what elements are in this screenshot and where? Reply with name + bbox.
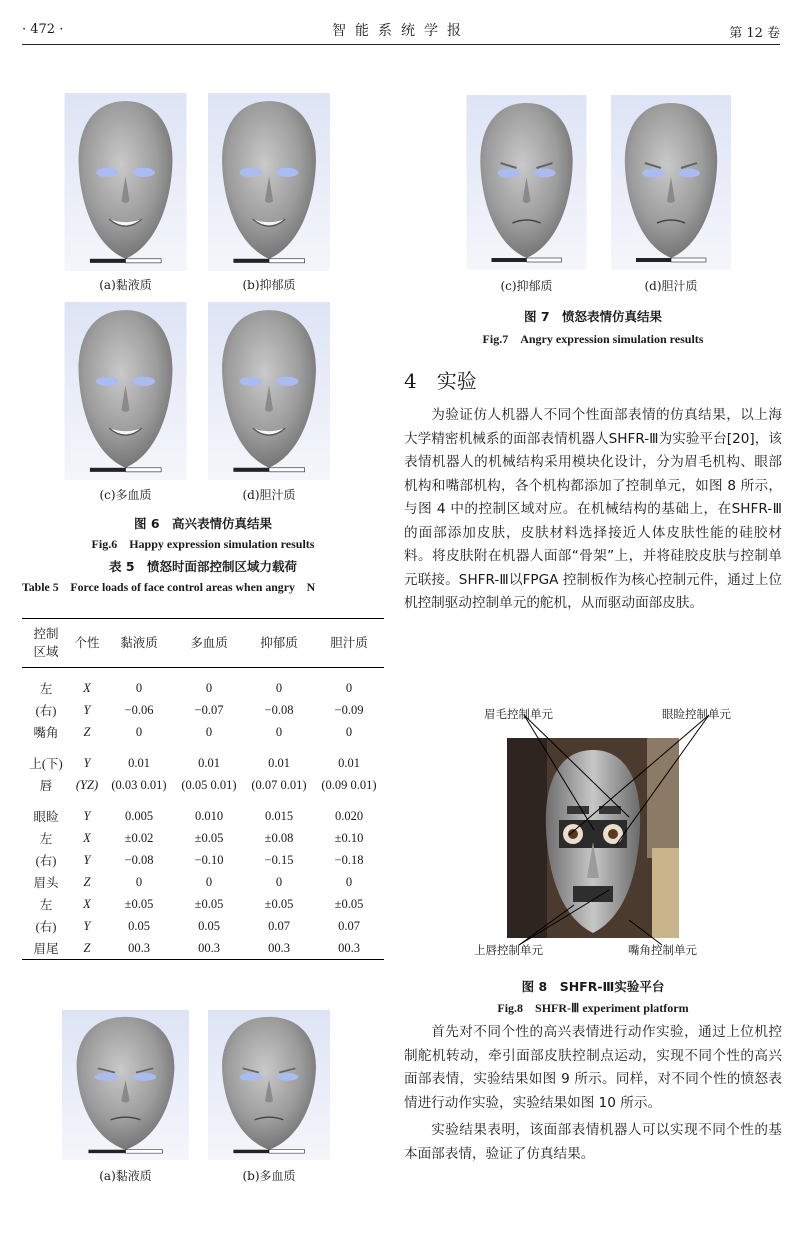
table-row: (右) Y 0.05 0.05 0.07 0.07	[35, 918, 360, 934]
figure-6-caption-en: Fig.6 Happy expression simulation results	[91, 537, 315, 551]
col-header: 胆汁质	[330, 636, 368, 650]
subfigure-label: (b)多血质	[242, 1169, 296, 1183]
table-5-title-en: Table 5 Force loads of face control areas when angry N	[22, 580, 316, 594]
subfigure-label: (c)多血质	[99, 488, 152, 502]
journal-title: 智能系统学报	[332, 23, 470, 39]
face-panel-d	[208, 302, 330, 480]
face-panel-d	[610, 95, 732, 270]
table-row: 左 X 0 0 0 0	[39, 680, 353, 696]
table-row: 眉尾 Z 00.3 00.3 00.3 00.3	[22, 937, 384, 960]
table-header-row	[22, 619, 384, 668]
figure-6-caption-cn: 图 6 高兴表情仿真结果	[133, 516, 273, 531]
table-row: 左 X ±0.02 ±0.05 ±0.08 ±0.10	[39, 830, 364, 846]
table-row: 上(下) Y 0.01 0.01 0.01 0.01	[29, 755, 360, 771]
subfigure-label: (a)黏液质	[99, 278, 152, 292]
table-row: 唇 (YZ) (0.03 0.01) (0.05 0.01) (0.07 0.01) (0.09 0.01)	[39, 777, 377, 793]
paragraph: 首先对不同个性的高兴表情进行动作实验，通过上位机控制舵机转动，牵引面部皮肤控制点运动，实现不同个性的高兴面部表情，实验结果如图 9 所示。同样，对不同个性的愤怒表情进行动作实验，实验结果如图 10 所示。	[404, 1024, 782, 1111]
table-5-title-cn: 表 5 愤怒时面部控制区域力载荷	[108, 559, 298, 574]
subfigure-label: (c)抑郁质	[500, 279, 553, 293]
mouth-corner-unit-label: 嘴角控制单元	[628, 943, 697, 957]
table-row: (右) Y −0.06 −0.07 −0.08 −0.09	[35, 702, 364, 718]
col-header: 多血质	[190, 636, 228, 650]
table-row: (右) Y −0.08 −0.10 −0.15 −0.18	[35, 852, 364, 868]
face-panel-a	[62, 93, 189, 271]
figure-8-caption-en: Fig.8 SHFR-Ⅲ experiment platform	[497, 1001, 689, 1015]
figure-7-caption-cn: 图 7 愤怒表情仿真结果	[523, 309, 663, 324]
subfigure-label: (b)抑郁质	[242, 278, 296, 292]
section-4-body-1	[404, 404, 782, 616]
volume-label: 第 12 卷	[729, 26, 780, 41]
face-panel-c	[466, 95, 587, 270]
table-row: 眼睑 Y 0.005 0.010 0.015 0.020	[33, 808, 364, 824]
col-header-personality: 个性	[74, 636, 100, 650]
figure-8-caption-cn: 图 8 SHFR-Ⅲ实验平台	[521, 979, 665, 994]
col-header: 黏液质	[120, 636, 158, 650]
face-panel-a	[62, 1010, 189, 1160]
page-number: · 472 ·	[22, 22, 64, 37]
paragraph: 为验证仿人机器人不同个性面部表情的仿真结果，以上海大学精密机械系的面部表情机器人SHFR-Ⅲ为实验平台[20]，该表情机器人的机械结构采用模块化设计，分为眉毛机构、眼部机构和嘴部机构，各个机构都添加了控制单元，如图 8 所示，与图 4 中的控制区域对应。在机械结构的基础上，在SHFR-Ⅲ的面部添加皮肤，皮肤材料选择接近人体皮肤性能的硅胶材料。将皮肤附在机器人面部“骨架”上，并将硅胶皮肤与控制单元联接。SHFR-Ⅲ以FPGA 控制板作为核心控制元件，通过上位机控制驱动控制单元的舵机，从而驱动面部皮肤。	[404, 407, 782, 611]
section-4-body-2	[404, 1021, 782, 1166]
running-header	[22, 18, 780, 45]
eyebrow-unit-label: 眉毛控制单元	[484, 707, 553, 721]
upper-lip-unit-label: 上唇控制单元	[474, 943, 543, 957]
subfigure-label: (d)胆汁质	[242, 488, 296, 502]
face-panel-b	[208, 1010, 330, 1160]
table-row: 嘴角 Z 0 0 0 0	[33, 724, 353, 740]
section-heading: 4 实验	[404, 369, 477, 393]
face-panel-b	[208, 93, 330, 271]
col-header: 抑郁质	[260, 636, 298, 650]
paragraph: 实验结果表明，该面部表情机器人可以实现不同个性的基本面部表情，验证了仿真结果。	[404, 1122, 782, 1162]
subfigure-label: (a)黏液质	[99, 1169, 152, 1183]
subfigure-label: (d)胆汁质	[644, 279, 698, 293]
table-5	[22, 618, 384, 960]
eyelid-unit-label: 眼睑控制单元	[662, 707, 731, 721]
col-header-region: 控制 区域	[33, 627, 59, 659]
figure-7-caption-en: Fig.7 Angry expression simulation results	[482, 332, 704, 346]
table-row: 左 X ±0.05 ±0.05 ±0.05 ±0.05	[39, 896, 364, 912]
face-panel-c	[62, 302, 189, 480]
callout-lines	[404, 705, 782, 985]
table-row: 眉头 Z 0 0 0 0	[33, 874, 353, 890]
